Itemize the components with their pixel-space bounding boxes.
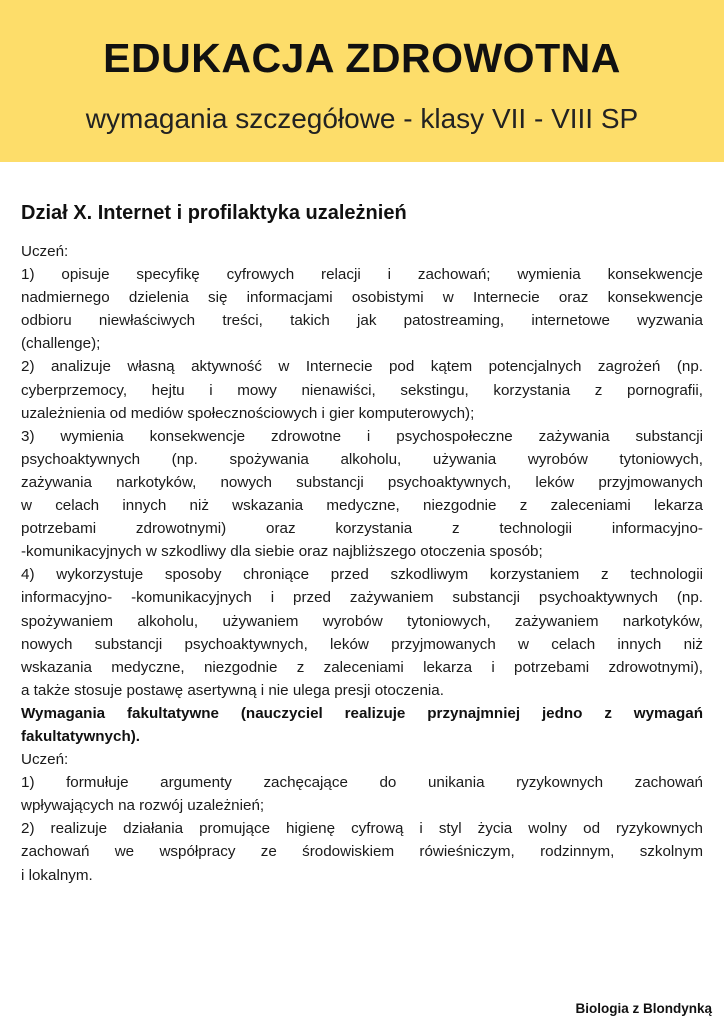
text-line: 1) formułuje argumenty zachęcające do unikania ryzykownych zachowań [21, 774, 703, 792]
text-line: 3) wymienia konsekwencje zdrowotne i psychospołeczne zażywania substancji [21, 427, 703, 445]
text-line: wpływających na rozwój uzależnień; [21, 797, 265, 815]
text-line: a także stosuje postawę asertywną i nie ulega presji otoczenia. [21, 681, 444, 699]
text-line: -komunikacyjnych w szkodliwy dla siebie oraz najbliższego otoczenia sposób; [21, 543, 543, 561]
text-line: zachowań we współpracy ze środowiskiem rówieśniczym, rodzinnym, szkolnym [21, 843, 703, 861]
requirements-text [21, 240, 703, 887]
text-line: w celach innych niż wskazania medyczne, niezgodnie z zaleceniami lekarza [21, 497, 703, 515]
page-subtitle: wymagania szczegółowe - klasy VII - VIII SP [85, 103, 639, 134]
text-line: Wymagania fakultatywne (nauczyciel realizuje przynajmniej jedno z wymagań [21, 704, 703, 722]
footer-credit: Biologia z Blondynką [575, 1001, 712, 1016]
text-line: nowych substancji psychoaktywnych, leków przyjmowanych w celach innych niż [21, 635, 703, 653]
text-line: uzależnienia od mediów społecznościowych i gier komputerowych); [21, 404, 475, 422]
text-line: 2) analizuje własną aktywność w Internecie pod kątem potencjalnych zagrożeń (np. [21, 358, 703, 376]
text-line: i lokalnym. [21, 866, 93, 884]
text-line: Uczeń: [21, 243, 69, 260]
page-title: EDUKACJA ZDROWOTNA [103, 35, 621, 81]
document-body [21, 196, 703, 887]
text-line: psychoaktywnych (np. spożywania alkoholu, używania wyrobów tytoniowych, [21, 450, 703, 468]
text-line: informacyjno- -komunikacyjnych i przed zażywaniem substancji psychoaktywnych (np. [21, 589, 703, 607]
section-heading: Dział X. Internet i profilaktyka uzależnień [21, 202, 407, 224]
text-line: potrzebami zdrowotnymi) oraz korzystania z technologii informacyjno- [21, 520, 703, 538]
text-line: (challenge); [21, 335, 101, 353]
text-line: 4) wykorzystuje sposoby chroniące przed szkodliwym korzystaniem z technologii [21, 566, 703, 584]
text-line: 2) realizuje działania promujące higienę cyfrową i styl życia wolny od ryzykownych [21, 820, 703, 838]
text-line: cyberprzemocy, hejtu i mowy nienawiści, sekstingu, korzystania z pornografii, [21, 381, 703, 399]
text-line: fakultatywnych). [21, 727, 140, 745]
text-line: Uczeń: [21, 751, 69, 769]
text-line: nadmiernego dzielenia się informacjami osobistymi w Internecie oraz konsekwencje [21, 289, 703, 307]
text-line: spożywaniem alkoholu, używaniem wyrobów tytoniowych, zażywaniem narkotyków, [21, 612, 703, 630]
text-line: 1) opisuje specyfikę cyfrowych relacji i zachowań; wymienia konsekwencje [21, 266, 703, 284]
text-line: odbioru niewłaściwych treści, takich jak patostreaming, internetowe wyzwania [21, 312, 703, 330]
header-banner [0, 0, 724, 162]
text-line: zażywania narkotyków, nowych substancji psychoaktywnych, leków przyjmowanych [21, 473, 703, 491]
text-line: wskazania medyczne, niezgodnie z zaleceniami lekarza i potrzebami zdrowotnymi), [21, 658, 703, 676]
